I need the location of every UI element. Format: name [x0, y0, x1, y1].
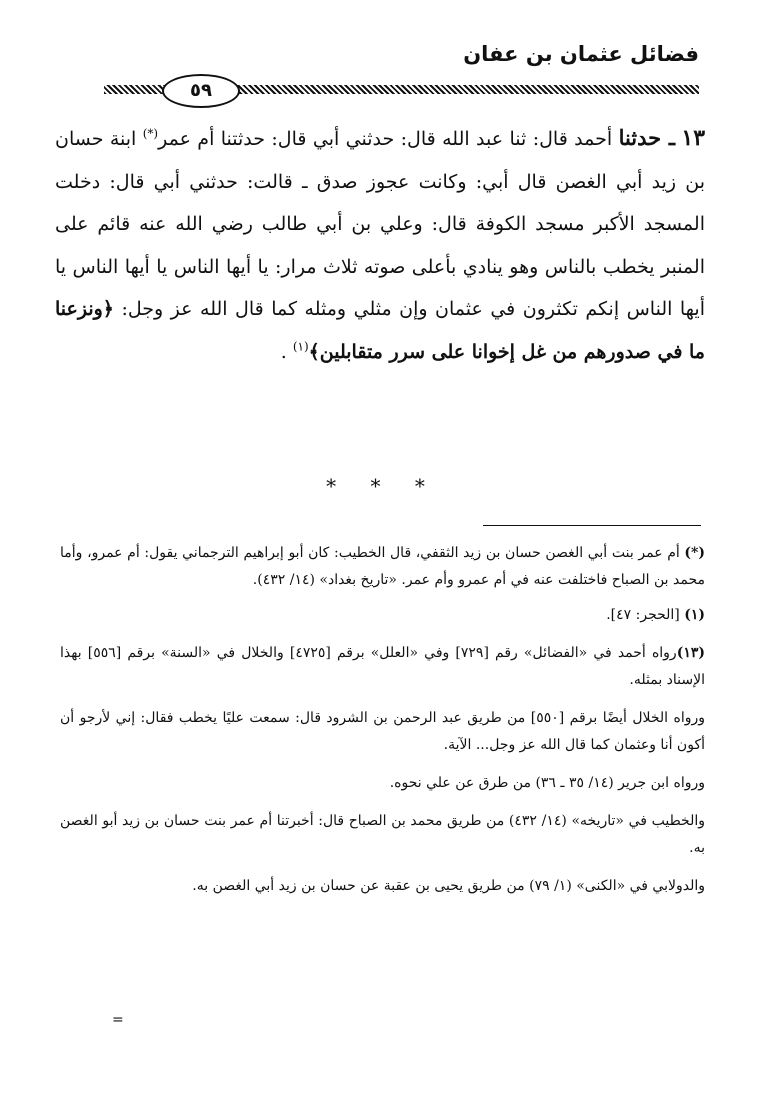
continuation-mark: = [112, 1012, 124, 1028]
hadith-number: ١٣ [681, 125, 706, 151]
footnote-one [60, 602, 705, 629]
book-title: فضائل عثمان بن عفان [463, 42, 699, 66]
footnote-one-text: [الحجر: ٤٧]. [606, 607, 680, 623]
hadith-paragraph [55, 117, 705, 373]
hadith-text-1: أحمد قال: ثنا عبد الله قال: حدثني أبي قال: حدثتنا أم عمر [158, 128, 613, 150]
page-header [104, 42, 699, 112]
footnote-marker-star: (*) [142, 126, 159, 141]
footnote-star [60, 540, 705, 594]
main-text [55, 117, 705, 373]
takhrij-ref: (١٣) [676, 645, 705, 661]
takhrij-4: والخطيب في «تاريخه» (١٤/ ٤٣٢) من طريق محمد بن الصباح قال: أخبرتنا أم عمر بنت حسان بن زيد أبو الغصن به. [60, 813, 706, 856]
hadith-end: . [280, 340, 287, 363]
takhrij-5: والدولابي في «الكنى» (١/ ٧٩) من طريق يحيى بن عقبة عن حسان بن زيد أبي الغصن به. [192, 878, 705, 894]
hadith-intro: ـ حدثنا [618, 125, 675, 150]
footnote-marker-1: (١) [292, 339, 309, 354]
takhrij-1-text: رواه أحمد في «الفضائل» رقم [٧٢٩] وفي «العلل» برقم [٤٧٢٥] والخلال في «السنة» برقم [٥٥٦] بهذا الإسناد بمثله. [60, 645, 705, 688]
footnote-divider [483, 525, 701, 526]
hadith-text-2: ابنة حسان بن زيد أبي الغصن قال أبي: وكانت عجوز صدق ـ قالت: حدثني أبي قال: دخلت المسجد الأكبر مسجد الكوفة قال: وعلي بن أبي طالب رضي الله عنه قائم على المنبر يخطب بالناس وهو ينادي بأعلى صوته ثلاث مرار: يا أيها الناس يا أيها الناس يا أيها الناس إنكم تكثرون في عثمان وإن مثلي ومثله كما قال الله عز وجل: [55, 128, 705, 320]
footnote-star-text: أم عمر بنت أبي الغصن حسان بن زيد الثقفي، قال الخطيب: كان أبو إبراهيم الترجماني يقول: أم عمرو، وأما محمد بن الصباح فاختلفت عنه في أم عمرو وأم عمر. «تاريخ بغداد» (١٤/ ٤٣٢). [60, 545, 705, 588]
section-separator: * * * [326, 474, 439, 498]
takhrij-1 [60, 640, 705, 694]
footnotes-section [60, 540, 705, 911]
takhrij-3: ورواه ابن جرير (١٤/ ٣٥ ـ ٣٦) من طرق عن علي نحوه. [389, 775, 705, 791]
page-number: ٥٩ [162, 74, 240, 108]
takhrij-2: ورواه الخلال أيضًا برقم [٥٥٠] من طريق عبد الرحمن بن الشرود قال: سمعت عليًا يخطب فقال: إني لأرجو أن أكون أنا وعثمان كما قال الله عز وجل... الآية. [60, 710, 705, 753]
quran-verse: ﴿ونزعنا ما في صدورهم من غل إخوانا على سرر متقابلين﴾ [55, 298, 705, 363]
footnote-star-ref: (*) [684, 545, 705, 561]
footnote-one-ref: (١) [684, 607, 705, 623]
